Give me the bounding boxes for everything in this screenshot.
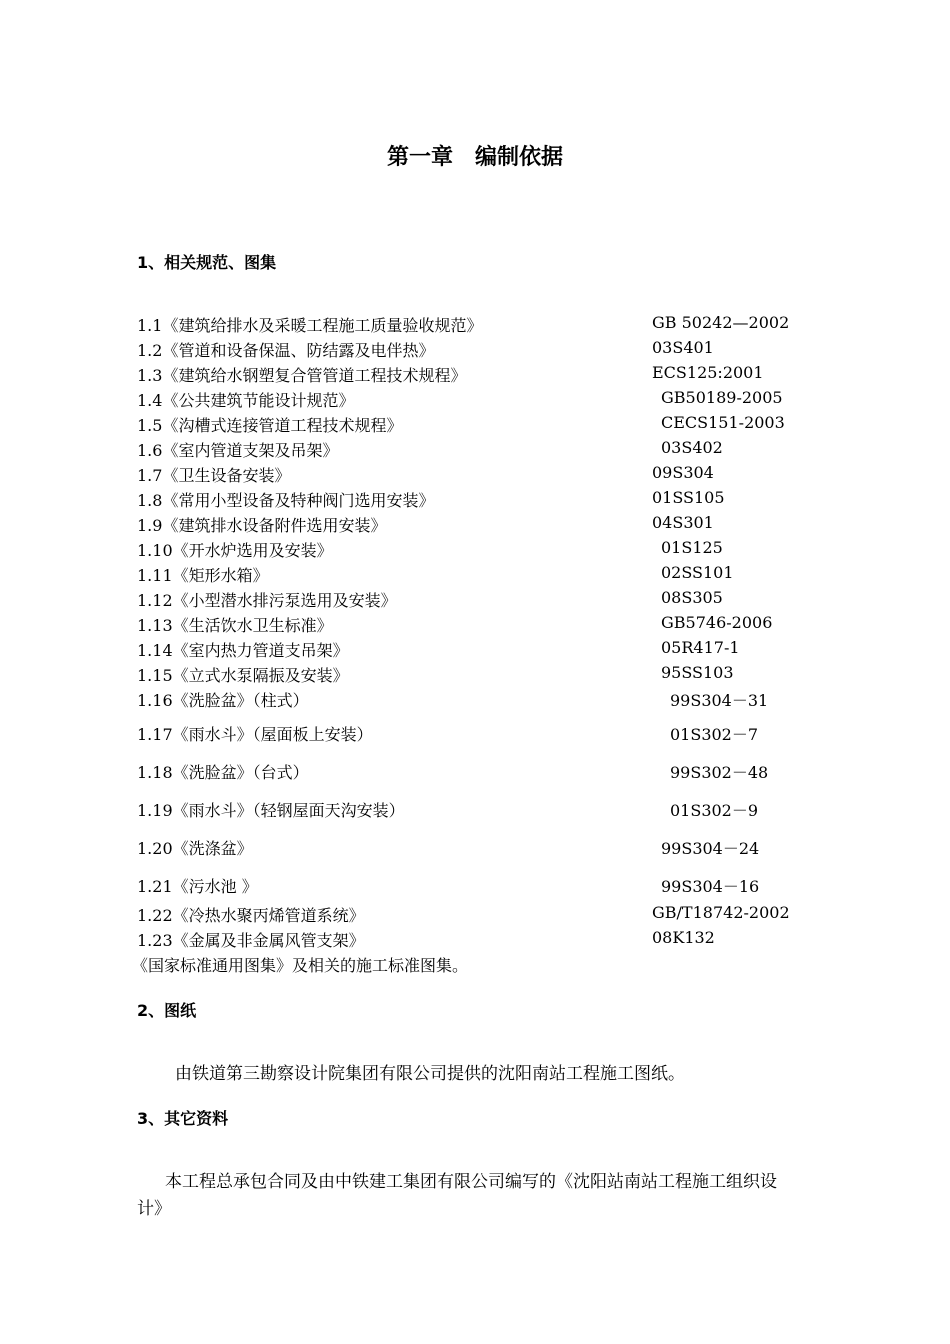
item-label: 1.6《室内管道支架及吊架》 bbox=[137, 441, 339, 460]
item-code: 09S304 bbox=[652, 463, 714, 482]
item-label: 1.14《室内热力管道支吊架》 bbox=[137, 641, 349, 660]
list-item bbox=[137, 513, 386, 536]
item-code: GB50189-2005 bbox=[661, 388, 783, 407]
list-item bbox=[137, 463, 290, 486]
item-label: 1.16《洗脸盆》（柱式） bbox=[137, 691, 309, 710]
item-label: 1.10《开水炉选用及安装》 bbox=[137, 541, 333, 560]
item-label: 1.18《洗脸盆》（台式） bbox=[137, 763, 309, 782]
list-footer: 《国家标准通用图集》及相关的施工标准图集。 bbox=[132, 956, 469, 975]
item-code: 99S302－48 bbox=[670, 763, 769, 782]
item-code: 08K132 bbox=[652, 928, 715, 947]
drawings-text: 由铁道第三勘察设计院集团有限公司提供的沈阳南站工程施工图纸。 bbox=[175, 1064, 685, 1084]
section-heading-other: 3、其它资料 bbox=[137, 1109, 229, 1128]
item-label: 1.1《建筑给排水及采暖工程施工质量验收规范》 bbox=[137, 316, 483, 335]
list-item bbox=[137, 798, 405, 821]
list-item bbox=[137, 663, 349, 686]
list-item bbox=[137, 903, 365, 926]
item-code: 99S304－31 bbox=[670, 691, 769, 710]
item-code: 04S301 bbox=[652, 513, 714, 532]
item-label: 1.15《立式水泵隔振及安装》 bbox=[137, 666, 349, 685]
item-label: 1.22《冷热水聚丙烯管道系统》 bbox=[137, 906, 365, 925]
item-code: 05R417-1 bbox=[661, 638, 740, 657]
list-item bbox=[137, 563, 269, 586]
list-item bbox=[137, 488, 434, 511]
item-label: 1.3《建筑给水钢塑复合管管道工程技术规程》 bbox=[137, 366, 467, 385]
list-item bbox=[137, 874, 258, 897]
item-label: 1.20《洗涤盆》 bbox=[137, 839, 253, 858]
list-item bbox=[137, 722, 373, 745]
item-code: GB5746-2006 bbox=[661, 613, 773, 632]
list-item bbox=[137, 538, 333, 561]
item-code: ECS125:2001 bbox=[652, 363, 764, 382]
item-code: 08S305 bbox=[661, 588, 723, 607]
item-code: 01SS105 bbox=[652, 488, 725, 507]
section-heading-drawings: 2、图纸 bbox=[137, 1001, 197, 1020]
item-code: 01S125 bbox=[661, 538, 723, 557]
item-code: GB 50242—2002 bbox=[652, 313, 790, 332]
list-item bbox=[137, 413, 402, 436]
list-item bbox=[137, 760, 309, 783]
list-item bbox=[137, 638, 349, 661]
item-label: 1.17《雨水斗》（屋面板上安装） bbox=[137, 725, 373, 744]
list-item bbox=[137, 613, 333, 636]
item-code: CECS151-2003 bbox=[661, 413, 785, 432]
other-text-line2: 计》 bbox=[137, 1199, 171, 1219]
page-title: 第一章 编制依据 bbox=[386, 145, 563, 170]
item-code: 02SS101 bbox=[661, 563, 734, 582]
item-label: 1.13《生活饮水卫生标准》 bbox=[137, 616, 333, 635]
list-item bbox=[137, 388, 354, 411]
item-label: 1.23《金属及非金属风管支架》 bbox=[137, 931, 365, 950]
item-code: 03S402 bbox=[661, 438, 723, 457]
item-label: 1.12《小型潜水排污泵选用及安装》 bbox=[137, 591, 397, 610]
list-item bbox=[137, 438, 338, 461]
item-label: 1.8《常用小型设备及特种阀门选用安装》 bbox=[137, 491, 435, 510]
item-code: 95SS103 bbox=[661, 663, 734, 682]
list-item bbox=[137, 363, 466, 386]
other-text-line1: 本工程总承包合同及由中铁建工集团有限公司编写的《沈阳站南站工程施工组织设 bbox=[165, 1172, 777, 1192]
item-label: 1.9《建筑排水设备附件选用安装》 bbox=[137, 516, 387, 535]
list-item bbox=[137, 313, 482, 336]
list-item bbox=[137, 928, 365, 951]
list-item bbox=[137, 588, 397, 611]
item-label: 1.4《公共建筑节能设计规范》 bbox=[137, 391, 355, 410]
item-label: 1.21《污水池 》 bbox=[137, 877, 258, 896]
item-code: GB/T18742-2002 bbox=[652, 903, 790, 922]
item-code: 99S304－16 bbox=[661, 877, 760, 896]
item-code: 03S401 bbox=[652, 338, 714, 357]
list-item bbox=[137, 836, 253, 859]
item-label: 1.2《管道和设备保温、防结露及电伴热》 bbox=[137, 341, 435, 360]
item-label: 1.7《卫生设备安装》 bbox=[137, 466, 291, 485]
item-label: 1.19《雨水斗》（轻钢屋面天沟安装） bbox=[137, 801, 405, 820]
item-code: 99S304－24 bbox=[661, 839, 760, 858]
list-item bbox=[137, 688, 309, 711]
item-label: 1.5《沟槽式连接管道工程技术规程》 bbox=[137, 416, 403, 435]
section-heading-standards: 1、相关规范、图集 bbox=[137, 253, 277, 272]
item-code: 01S302－9 bbox=[670, 801, 759, 820]
item-code: 01S302－7 bbox=[670, 725, 759, 744]
list-item bbox=[137, 338, 434, 361]
item-label: 1.11《矩形水箱》 bbox=[137, 566, 269, 585]
